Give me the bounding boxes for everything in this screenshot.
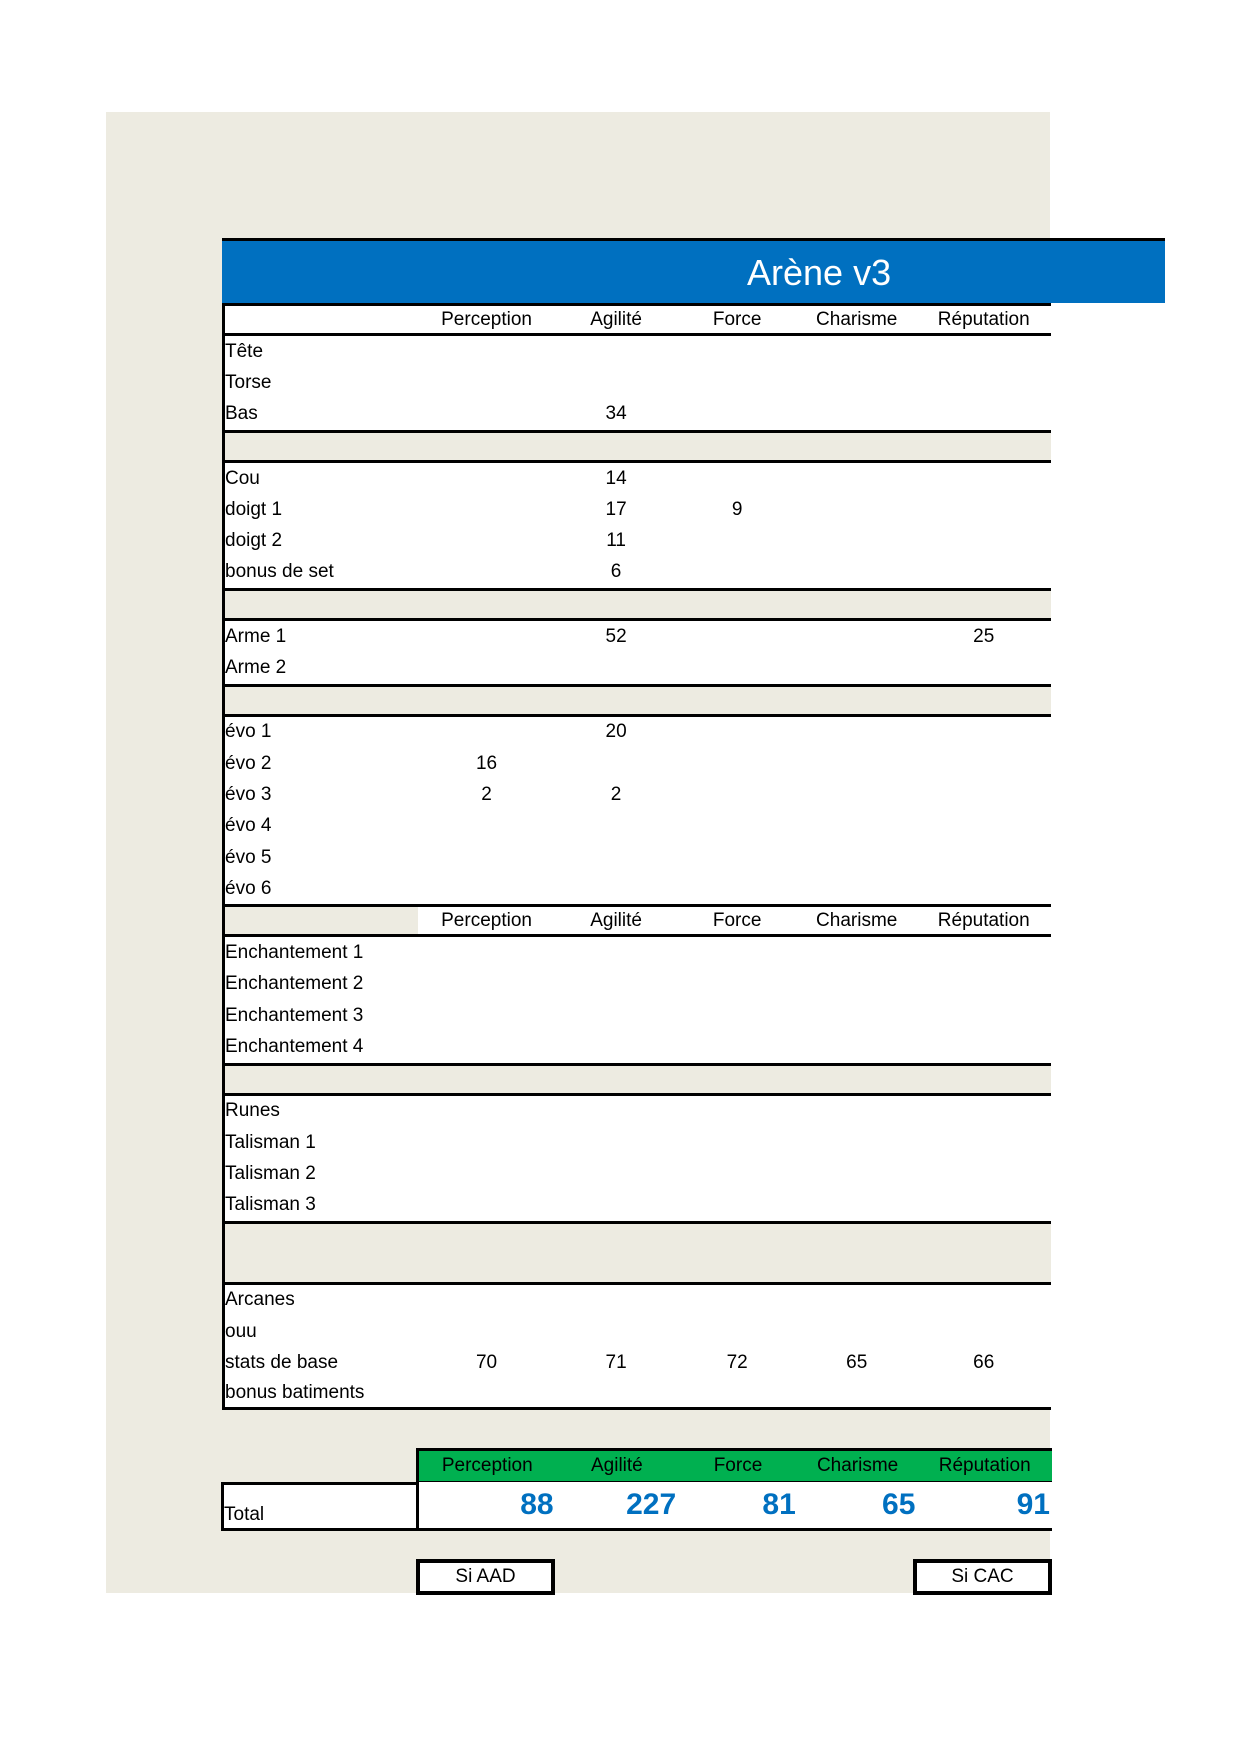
- table-row[interactable]: [225, 1190, 1051, 1221]
- row-label: Talisman 2: [225, 1162, 316, 1184]
- total-charisme: 65: [882, 1488, 916, 1521]
- cell-agilite[interactable]: 34: [605, 403, 627, 425]
- section-divider: [225, 588, 1051, 621]
- table-row[interactable]: [225, 336, 1051, 367]
- row-label: évo 5: [225, 846, 272, 868]
- row-label: évo 2: [225, 752, 272, 774]
- header-label-cell: [225, 907, 418, 934]
- totals-header-reputation: Réputation: [938, 1455, 1031, 1476]
- row-label: Tête: [225, 340, 264, 362]
- cell-charisme[interactable]: 65: [846, 1352, 868, 1374]
- table-row[interactable]: [225, 1127, 1051, 1158]
- row-label: évo 1: [225, 721, 272, 743]
- stats-table: [222, 303, 1051, 1410]
- table-row[interactable]: [225, 557, 1051, 588]
- totals-values-row: [416, 1482, 1052, 1531]
- row-label: Arcanes: [225, 1289, 295, 1311]
- table-row[interactable]: [225, 652, 1051, 683]
- table-row[interactable]: [225, 969, 1051, 1000]
- row-label: doigt 2: [225, 530, 283, 552]
- section-divider: [225, 684, 1051, 717]
- cell-agilite[interactable]: 6: [610, 561, 622, 583]
- section-divider: [225, 1063, 1051, 1096]
- table-row[interactable]: [225, 811, 1051, 842]
- row-label: Runes: [225, 1100, 280, 1122]
- header-reputation: Réputation: [937, 909, 1030, 931]
- table-row[interactable]: [225, 937, 1051, 968]
- table-row[interactable]: [225, 1096, 1051, 1127]
- header-perception: Perception: [441, 909, 532, 931]
- cell-force[interactable]: 9: [731, 498, 743, 520]
- header-charisme: Charisme: [816, 909, 898, 931]
- row-label: Enchantement 1: [225, 942, 364, 964]
- header-force: Force: [712, 909, 762, 931]
- total-force: 81: [762, 1488, 796, 1521]
- table-row[interactable]: [225, 842, 1051, 873]
- si-cac-button[interactable]: Si CAC: [913, 1559, 1052, 1595]
- table-row[interactable]: [225, 748, 1051, 779]
- header-perception: Perception: [441, 308, 532, 330]
- cell-agilite[interactable]: 71: [605, 1352, 627, 1374]
- table-row[interactable]: [225, 717, 1051, 748]
- row-label: Talisman 1: [225, 1131, 316, 1153]
- cell-perception[interactable]: 16: [475, 752, 498, 774]
- total-perception: 88: [520, 1488, 554, 1521]
- row-label: doigt 1: [225, 498, 283, 520]
- totals-header-agilite: Agilité: [590, 1455, 643, 1476]
- column-header-row: [225, 303, 1051, 336]
- totals-header-perception: Perception: [441, 1455, 533, 1476]
- cell-perception[interactable]: 2: [481, 783, 492, 805]
- table-row[interactable]: [225, 494, 1051, 525]
- row-label: Cou: [225, 467, 260, 489]
- cell-agilite[interactable]: 2: [610, 783, 622, 805]
- cell-force[interactable]: 72: [726, 1352, 748, 1374]
- row-label: Arme 2: [225, 657, 287, 679]
- table-row[interactable]: [225, 1158, 1051, 1189]
- total-agilite: 227: [626, 1488, 677, 1521]
- cell-agilite[interactable]: 20: [605, 721, 627, 743]
- column-header-row: [225, 904, 1051, 937]
- table-row[interactable]: [225, 779, 1051, 810]
- title-banner: [222, 238, 1165, 303]
- row-label: stats de base: [225, 1352, 339, 1374]
- cell-reputation[interactable]: 66: [973, 1352, 995, 1374]
- row-label: Talisman 3: [225, 1194, 316, 1216]
- totals-header-charisme: Charisme: [816, 1455, 899, 1476]
- table-row[interactable]: [225, 1285, 1051, 1316]
- row-label: bonus de set: [225, 561, 334, 583]
- row-label: bonus batiments: [225, 1381, 365, 1403]
- table-row[interactable]: [225, 525, 1051, 556]
- table-row[interactable]: [225, 1379, 1051, 1410]
- cell-perception[interactable]: 70: [475, 1352, 498, 1374]
- table-row[interactable]: [225, 1316, 1051, 1347]
- row-label: évo 3: [225, 783, 272, 805]
- header-agilite: Agilité: [590, 909, 642, 931]
- total-reputation: 91: [1016, 1488, 1050, 1521]
- row-label: Arme 1: [225, 625, 287, 647]
- totals-header-force: Force: [713, 1455, 763, 1476]
- sheet-title: Arène v3: [747, 252, 892, 293]
- cell-reputation[interactable]: 25: [973, 625, 995, 647]
- row-label: Enchantement 4: [225, 1035, 364, 1057]
- table-row[interactable]: [225, 399, 1051, 430]
- table-row[interactable]: [225, 621, 1051, 652]
- totals-block: [221, 1448, 1052, 1532]
- row-label: évo 4: [225, 815, 272, 837]
- cell-agilite[interactable]: 52: [605, 625, 627, 647]
- row-label: Bas: [225, 403, 258, 425]
- row-label: ouu: [225, 1320, 257, 1342]
- header-charisme: Charisme: [816, 308, 898, 330]
- section-divider: [225, 430, 1051, 463]
- row-label: Enchantement 3: [225, 1004, 364, 1026]
- row-label: Enchantement 2: [225, 973, 364, 995]
- si-aad-button[interactable]: Si AAD: [416, 1559, 555, 1595]
- header-force: Force: [712, 308, 762, 330]
- row-label: évo 6: [225, 877, 272, 899]
- header-reputation: Réputation: [937, 308, 1030, 330]
- table-row[interactable]: [225, 367, 1051, 398]
- table-row[interactable]: [225, 873, 1051, 904]
- table-row[interactable]: [225, 1031, 1051, 1062]
- table-row[interactable]: [225, 463, 1051, 494]
- row-label: Torse: [225, 371, 272, 393]
- cell-agilite[interactable]: 11: [606, 530, 626, 552]
- table-row[interactable]: [225, 1347, 1051, 1378]
- totals-header-row: [416, 1448, 1052, 1484]
- section-divider: [225, 1221, 1051, 1285]
- cell-agilite[interactable]: 14: [605, 467, 627, 489]
- total-label: Total: [221, 1482, 419, 1531]
- table-row[interactable]: [225, 1000, 1051, 1031]
- header-agilite: Agilité: [590, 308, 642, 330]
- cell-agilite[interactable]: 17: [605, 498, 627, 520]
